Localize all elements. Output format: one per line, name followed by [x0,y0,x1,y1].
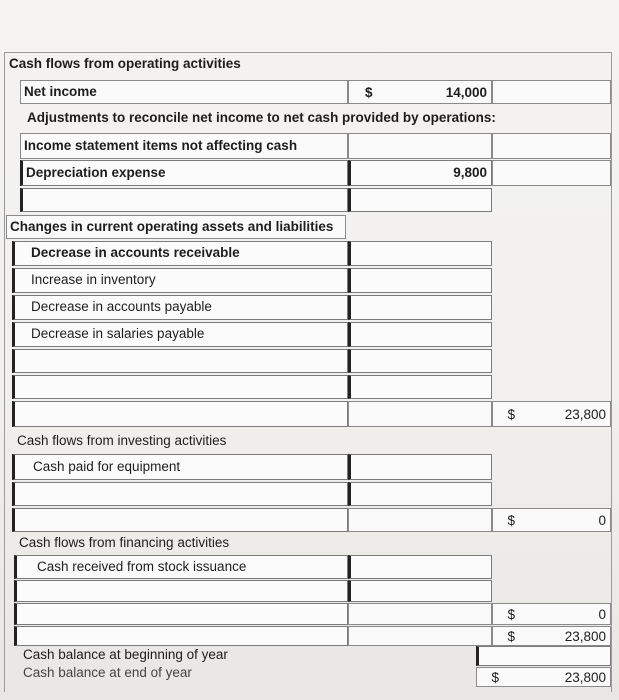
investing-total-mid [348,508,492,532]
net-change-dollar: $ [507,629,515,644]
net-income-dollar: $ [365,85,373,100]
ending-balance-dollar: $ [491,670,499,685]
investing-total-field [492,508,611,532]
blank-investing-label[interactable] [12,482,348,506]
item-accounts-receivable[interactable]: Decrease in accounts receivable [12,241,348,266]
blank-change-field-2[interactable] [348,375,492,399]
net-change-field [492,626,611,646]
item-stock-issuance[interactable]: Cash received from stock issuance [14,555,348,579]
not-affecting-total [492,133,611,159]
financing-heading: Cash flows from financing activities [19,535,230,550]
financing-total-dollar: $ [507,607,515,622]
ending-balance-field [476,667,611,687]
net-change-label[interactable] [14,626,348,646]
depreciation-value: 9,800 [453,165,487,180]
item-inventory[interactable]: Increase in inventory [12,268,348,293]
frame-top [4,52,612,53]
blank-financing-field[interactable] [348,580,492,602]
operating-total-field [492,401,611,427]
financing-total-mid [348,603,492,625]
investing-total-label[interactable] [12,508,348,532]
blank-financing-label[interactable] [14,580,348,602]
blank-investing-field[interactable] [348,482,492,506]
depreciation-label[interactable]: Depreciation expense [20,160,348,186]
net-income-total-field[interactable] [492,80,611,104]
depreciation-total [492,160,611,186]
operating-total-label[interactable] [12,401,348,427]
ending-balance-label: Cash balance at end of year [23,665,192,680]
blank-change-label-1[interactable] [12,349,348,373]
beginning-balance-field[interactable] [476,646,611,666]
operating-total-dollar: $ [507,407,515,422]
blank-adjustment-field[interactable] [348,188,492,212]
investing-heading: Cash flows from investing activities [17,433,227,448]
not-affecting-field [348,133,492,159]
accounts-receivable-field[interactable] [348,241,492,266]
net-income-value: 14,000 [445,85,487,100]
not-affecting-label: Income statement items not affecting cash [20,133,348,159]
beginning-balance-label: Cash balance at beginning of year [23,647,228,662]
equipment-field[interactable] [348,454,492,480]
blank-adjustment-label[interactable] [20,188,348,212]
blank-change-label-2[interactable] [12,375,348,399]
changes-heading[interactable]: Changes in current operating assets and liabilities [6,215,346,239]
operating-heading: Cash flows from operating activities [9,56,241,71]
frame-left [4,52,5,692]
financing-total-label[interactable] [14,603,348,625]
item-salaries-payable[interactable]: Decrease in salaries payable [12,322,348,347]
salaries-payable-field[interactable] [348,322,492,347]
investing-total-dollar: $ [507,513,515,528]
financing-total-field [492,603,611,625]
blank-change-field-1[interactable] [348,349,492,373]
inventory-field[interactable] [348,268,492,293]
frame-right [611,52,612,692]
operating-total-value: 23,800 [564,407,606,422]
ending-balance-value: 23,800 [564,670,606,685]
accounts-payable-field[interactable] [348,295,492,320]
stock-issuance-field[interactable] [348,555,492,579]
net-change-mid [348,626,492,646]
financing-total-value: 0 [598,607,606,622]
item-cash-paid-equipment[interactable]: Cash paid for equipment [12,454,348,480]
adjustments-label: Adjustments to reconcile net income to net cash provided by operations: [27,110,496,125]
net-income-label: Net income [20,80,348,104]
net-change-value: 23,800 [564,629,606,644]
depreciation-field[interactable] [348,160,492,186]
item-accounts-payable[interactable]: Decrease in accounts payable [12,295,348,320]
net-income-field[interactable] [348,80,492,104]
operating-total-mid [348,401,492,427]
investing-total-value: 0 [598,513,606,528]
